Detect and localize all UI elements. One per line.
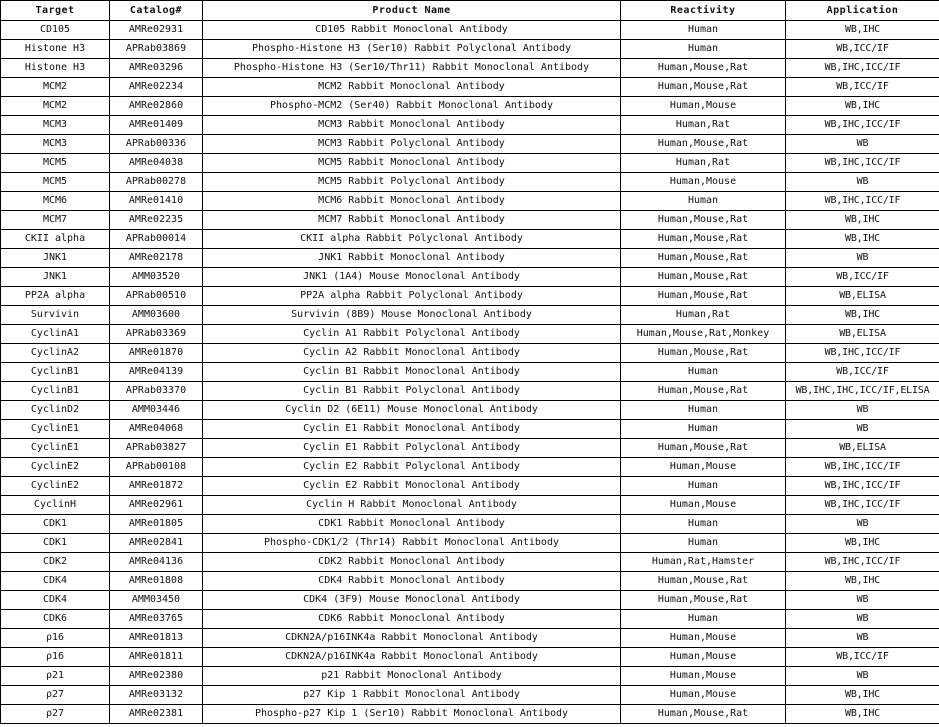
cell-target: CD105	[1, 21, 110, 40]
cell-product-name: MCM3 Rabbit Polyclonal Antibody	[203, 135, 621, 154]
cell-application: WB,IHC,ICC/IF	[786, 553, 939, 572]
cell-target: CDK4	[1, 591, 110, 610]
cell-product-name: JNK1 Rabbit Monoclonal Antibody	[203, 249, 621, 268]
cell-application: WB,IHC	[786, 572, 939, 591]
header-catalog: Catalog#	[110, 1, 203, 21]
cell-product-name: Cyclin E2 Rabbit Monoclonal Antibody	[203, 477, 621, 496]
cell-application: WB,ICC/IF	[786, 40, 939, 59]
cell-product-name: CD105 Rabbit Monoclonal Antibody	[203, 21, 621, 40]
cell-target: PP2A alpha	[1, 287, 110, 306]
cell-catalog: AMM03450	[110, 591, 203, 610]
cell-application: WB	[786, 610, 939, 629]
table-row	[1, 21, 939, 40]
cell-application: WB,IHC,ICC/IF	[786, 477, 939, 496]
cell-target: CyclinH	[1, 496, 110, 515]
cell-target: MCM3	[1, 135, 110, 154]
cell-catalog: AMM03600	[110, 306, 203, 325]
cell-product-name: p27 Kip 1 Rabbit Monoclonal Antibody	[203, 686, 621, 705]
cell-catalog: AMRe01808	[110, 572, 203, 591]
table-body	[1, 21, 939, 724]
cell-catalog: AMRe02381	[110, 705, 203, 724]
cell-product-name: CDK4 Rabbit Monoclonal Antibody	[203, 572, 621, 591]
cell-target: ρ27	[1, 686, 110, 705]
table-row	[1, 401, 939, 420]
table-row	[1, 268, 939, 287]
cell-application: WB	[786, 135, 939, 154]
cell-product-name: Cyclin H Rabbit Monoclonal Antibody	[203, 496, 621, 515]
cell-target: CDK2	[1, 553, 110, 572]
table-row	[1, 78, 939, 97]
cell-product-name: Cyclin A1 Rabbit Polyclonal Antibody	[203, 325, 621, 344]
cell-application: WB,IHC	[786, 705, 939, 724]
cell-application: WB,IHC,ICC/IF	[786, 116, 939, 135]
cell-catalog: APRab03369	[110, 325, 203, 344]
cell-application: WB,IHC,ICC/IF	[786, 59, 939, 78]
cell-product-name: MCM5 Rabbit Monoclonal Antibody	[203, 154, 621, 173]
cell-reactivity: Human	[621, 534, 786, 553]
cell-catalog: APRab00510	[110, 287, 203, 306]
cell-reactivity: Human,Mouse	[621, 648, 786, 667]
cell-catalog: APRab00278	[110, 173, 203, 192]
cell-reactivity: Human,Mouse,Rat	[621, 59, 786, 78]
cell-catalog: APRab00108	[110, 458, 203, 477]
table-row	[1, 496, 939, 515]
table-row	[1, 230, 939, 249]
cell-target: CyclinE2	[1, 458, 110, 477]
cell-product-name: MCM3 Rabbit Monoclonal Antibody	[203, 116, 621, 135]
cell-application: WB,IHC	[786, 686, 939, 705]
cell-catalog: AMRe04038	[110, 154, 203, 173]
cell-application: WB	[786, 591, 939, 610]
header-product-name: Product Name	[203, 1, 621, 21]
header-application: Application	[786, 1, 939, 21]
cell-target: ρ16	[1, 629, 110, 648]
cell-application: WB,IHC,ICC/IF	[786, 192, 939, 211]
cell-target: Histone H3	[1, 40, 110, 59]
cell-product-name: Cyclin E2 Rabbit Polyclonal Antibody	[203, 458, 621, 477]
table-row	[1, 686, 939, 705]
table-row	[1, 667, 939, 686]
cell-reactivity: Human	[621, 420, 786, 439]
cell-product-name: Survivin (8B9) Mouse Monoclonal Antibody	[203, 306, 621, 325]
cell-target: CyclinA1	[1, 325, 110, 344]
cell-target: MCM3	[1, 116, 110, 135]
cell-reactivity: Human,Mouse,Rat	[621, 78, 786, 97]
cell-reactivity: Human	[621, 21, 786, 40]
cell-application: WB,IHC	[786, 21, 939, 40]
cell-reactivity: Human	[621, 192, 786, 211]
header-row	[1, 1, 939, 21]
cell-product-name: CDK2 Rabbit Monoclonal Antibody	[203, 553, 621, 572]
cell-catalog: AMRe04068	[110, 420, 203, 439]
cell-reactivity: Human	[621, 610, 786, 629]
cell-target: CKII alpha	[1, 230, 110, 249]
table-row	[1, 534, 939, 553]
cell-reactivity: Human,Mouse,Rat	[621, 249, 786, 268]
cell-reactivity: Human,Rat	[621, 116, 786, 135]
cell-catalog: APRab00336	[110, 135, 203, 154]
table-row	[1, 325, 939, 344]
cell-application: WB,ICC/IF	[786, 363, 939, 382]
cell-target: CDK1	[1, 534, 110, 553]
cell-application: WB,IHC,ICC/IF	[786, 458, 939, 477]
cell-application: WB,ELISA	[786, 287, 939, 306]
cell-catalog: AMRe02380	[110, 667, 203, 686]
table-row	[1, 553, 939, 572]
cell-catalog: APRab03370	[110, 382, 203, 401]
cell-target: ρ21	[1, 667, 110, 686]
cell-catalog: AMRe01872	[110, 477, 203, 496]
cell-product-name: MCM6 Rabbit Monoclonal Antibody	[203, 192, 621, 211]
cell-product-name: Cyclin D2 (6E11) Mouse Monoclonal Antibody	[203, 401, 621, 420]
cell-target: JNK1	[1, 249, 110, 268]
cell-target: ρ27	[1, 705, 110, 724]
cell-target: MCM2	[1, 78, 110, 97]
cell-product-name: JNK1 (1A4) Mouse Monoclonal Antibody	[203, 268, 621, 287]
cell-product-name: p21 Rabbit Monoclonal Antibody	[203, 667, 621, 686]
table-row	[1, 97, 939, 116]
table-row	[1, 306, 939, 325]
cell-target: Survivin	[1, 306, 110, 325]
cell-target: CyclinD2	[1, 401, 110, 420]
cell-reactivity: Human,Mouse,Rat,Monkey	[621, 325, 786, 344]
cell-application: WB	[786, 173, 939, 192]
table-row	[1, 629, 939, 648]
table-header	[1, 1, 939, 21]
cell-catalog: AMRe02860	[110, 97, 203, 116]
table-row	[1, 477, 939, 496]
table-row	[1, 59, 939, 78]
cell-catalog: AMM03520	[110, 268, 203, 287]
cell-product-name: Phospho-CDK1/2 (Thr14) Rabbit Monoclonal Antibody	[203, 534, 621, 553]
header-reactivity: Reactivity	[621, 1, 786, 21]
cell-catalog: AMRe01811	[110, 648, 203, 667]
cell-reactivity: Human	[621, 40, 786, 59]
cell-catalog: AMRe02235	[110, 211, 203, 230]
table-row	[1, 439, 939, 458]
cell-application: WB,ELISA	[786, 439, 939, 458]
cell-catalog: APRab03869	[110, 40, 203, 59]
cell-catalog: AMRe04139	[110, 363, 203, 382]
cell-product-name: Phospho-Histone H3 (Ser10/Thr11) Rabbit Monoclonal Antibody	[203, 59, 621, 78]
cell-catalog: AMRe04136	[110, 553, 203, 572]
cell-product-name: Cyclin E1 Rabbit Polyclonal Antibody	[203, 439, 621, 458]
cell-catalog: AMRe02841	[110, 534, 203, 553]
cell-application: WB,IHC	[786, 230, 939, 249]
cell-target: ρ16	[1, 648, 110, 667]
cell-application: WB	[786, 667, 939, 686]
cell-reactivity: Human,Rat	[621, 154, 786, 173]
cell-reactivity: Human,Mouse	[621, 97, 786, 116]
cell-product-name: CDK6 Rabbit Monoclonal Antibody	[203, 610, 621, 629]
cell-catalog: AMRe01805	[110, 515, 203, 534]
table-row	[1, 648, 939, 667]
table-row	[1, 458, 939, 477]
cell-catalog: AMRe01410	[110, 192, 203, 211]
cell-reactivity: Human	[621, 477, 786, 496]
table-row	[1, 705, 939, 724]
cell-target: CyclinE1	[1, 439, 110, 458]
cell-product-name: MCM5 Rabbit Polyclonal Antibody	[203, 173, 621, 192]
cell-reactivity: Human,Mouse,Rat	[621, 287, 786, 306]
cell-reactivity: Human,Rat,Hamster	[621, 553, 786, 572]
cell-product-name: Phospho-MCM2 (Ser40) Rabbit Monoclonal Antibody	[203, 97, 621, 116]
cell-reactivity: Human,Mouse	[621, 629, 786, 648]
table-row	[1, 40, 939, 59]
cell-application: WB,ELISA	[786, 325, 939, 344]
cell-target: CDK4	[1, 572, 110, 591]
cell-reactivity: Human,Mouse,Rat	[621, 268, 786, 287]
cell-application: WB	[786, 249, 939, 268]
table-row	[1, 515, 939, 534]
cell-application: WB,ICC/IF	[786, 78, 939, 97]
cell-reactivity: Human,Mouse	[621, 686, 786, 705]
table-row	[1, 211, 939, 230]
cell-reactivity: Human,Mouse	[621, 667, 786, 686]
cell-target: CyclinE1	[1, 420, 110, 439]
cell-reactivity: Human,Mouse,Rat	[621, 705, 786, 724]
cell-reactivity: Human,Rat	[621, 306, 786, 325]
cell-reactivity: Human,Mouse	[621, 496, 786, 515]
cell-reactivity: Human,Mouse,Rat	[621, 344, 786, 363]
cell-catalog: AMM03446	[110, 401, 203, 420]
table-row	[1, 116, 939, 135]
table-row	[1, 572, 939, 591]
table-row	[1, 591, 939, 610]
cell-target: JNK1	[1, 268, 110, 287]
cell-catalog: AMRe01813	[110, 629, 203, 648]
cell-reactivity: Human,Mouse,Rat	[621, 135, 786, 154]
cell-catalog: AMRe02234	[110, 78, 203, 97]
cell-catalog: AMRe02961	[110, 496, 203, 515]
cell-catalog: AMRe03765	[110, 610, 203, 629]
cell-catalog: AMRe03296	[110, 59, 203, 78]
cell-product-name: CKII alpha Rabbit Polyclonal Antibody	[203, 230, 621, 249]
cell-product-name: Phospho-Histone H3 (Ser10) Rabbit Polyclonal Antibody	[203, 40, 621, 59]
cell-reactivity: Human	[621, 401, 786, 420]
cell-product-name: MCM7 Rabbit Monoclonal Antibody	[203, 211, 621, 230]
cell-catalog: APRab03827	[110, 439, 203, 458]
cell-application: WB,IHC,ICC/IF	[786, 496, 939, 515]
cell-reactivity: Human,Mouse,Rat	[621, 211, 786, 230]
cell-target: MCM7	[1, 211, 110, 230]
table-row	[1, 249, 939, 268]
cell-application: WB	[786, 420, 939, 439]
cell-target: CDK1	[1, 515, 110, 534]
cell-reactivity: Human,Mouse,Rat	[621, 382, 786, 401]
table-row	[1, 135, 939, 154]
table-row	[1, 363, 939, 382]
table-row	[1, 610, 939, 629]
cell-application: WB,IHC	[786, 306, 939, 325]
table-row	[1, 344, 939, 363]
cell-product-name: Cyclin E1 Rabbit Monoclonal Antibody	[203, 420, 621, 439]
cell-application: WB,IHC,IHC,ICC/IF,ELISA	[786, 382, 939, 401]
table-row	[1, 173, 939, 192]
cell-application: WB,IHC,ICC/IF	[786, 154, 939, 173]
cell-application: WB,IHC,ICC/IF	[786, 344, 939, 363]
cell-catalog: AMRe03132	[110, 686, 203, 705]
cell-application: WB,IHC	[786, 97, 939, 116]
table-row	[1, 382, 939, 401]
cell-product-name: Cyclin A2 Rabbit Monoclonal Antibody	[203, 344, 621, 363]
cell-reactivity: Human	[621, 515, 786, 534]
cell-target: CyclinA2	[1, 344, 110, 363]
cell-target: CyclinB1	[1, 363, 110, 382]
cell-reactivity: Human	[621, 363, 786, 382]
table-row	[1, 287, 939, 306]
cell-application: WB	[786, 401, 939, 420]
cell-target: Histone H3	[1, 59, 110, 78]
cell-application: WB	[786, 515, 939, 534]
cell-product-name: CDKN2A/p16INK4a Rabbit Monoclonal Antibody	[203, 629, 621, 648]
cell-product-name: CDK4 (3F9) Mouse Monoclonal Antibody	[203, 591, 621, 610]
cell-product-name: Cyclin B1 Rabbit Monoclonal Antibody	[203, 363, 621, 382]
cell-catalog: AMRe01409	[110, 116, 203, 135]
cell-target: MCM5	[1, 173, 110, 192]
cell-target: CDK6	[1, 610, 110, 629]
cell-reactivity: Human,Mouse,Rat	[621, 230, 786, 249]
table-row	[1, 420, 939, 439]
cell-reactivity: Human,Mouse	[621, 458, 786, 477]
cell-application: WB,IHC	[786, 534, 939, 553]
cell-application: WB,IHC	[786, 211, 939, 230]
cell-product-name: PP2A alpha Rabbit Polyclonal Antibody	[203, 287, 621, 306]
table-row	[1, 192, 939, 211]
cell-application: WB,ICC/IF	[786, 648, 939, 667]
cell-product-name: CDKN2A/p16INK4a Rabbit Monoclonal Antibody	[203, 648, 621, 667]
cell-reactivity: Human,Mouse	[621, 173, 786, 192]
cell-target: MCM5	[1, 154, 110, 173]
cell-target: CyclinE2	[1, 477, 110, 496]
header-target: Target	[1, 1, 110, 21]
cell-reactivity: Human,Mouse,Rat	[621, 591, 786, 610]
cell-catalog: APRab00014	[110, 230, 203, 249]
cell-catalog: AMRe02931	[110, 21, 203, 40]
cell-product-name: Cyclin B1 Rabbit Polyclonal Antibody	[203, 382, 621, 401]
cell-reactivity: Human,Mouse,Rat	[621, 439, 786, 458]
cell-target: MCM2	[1, 97, 110, 116]
cell-reactivity: Human,Mouse,Rat	[621, 572, 786, 591]
cell-product-name: CDK1 Rabbit Monoclonal Antibody	[203, 515, 621, 534]
cell-target: MCM6	[1, 192, 110, 211]
cell-target: CyclinB1	[1, 382, 110, 401]
cell-product-name: Phospho-p27 Kip 1 (Ser10) Rabbit Monoclonal Antibody	[203, 705, 621, 724]
cell-application: WB,ICC/IF	[786, 268, 939, 287]
table-row	[1, 154, 939, 173]
cell-application: WB	[786, 629, 939, 648]
cell-product-name: MCM2 Rabbit Monoclonal Antibody	[203, 78, 621, 97]
cell-catalog: AMRe02178	[110, 249, 203, 268]
cell-catalog: AMRe01870	[110, 344, 203, 363]
